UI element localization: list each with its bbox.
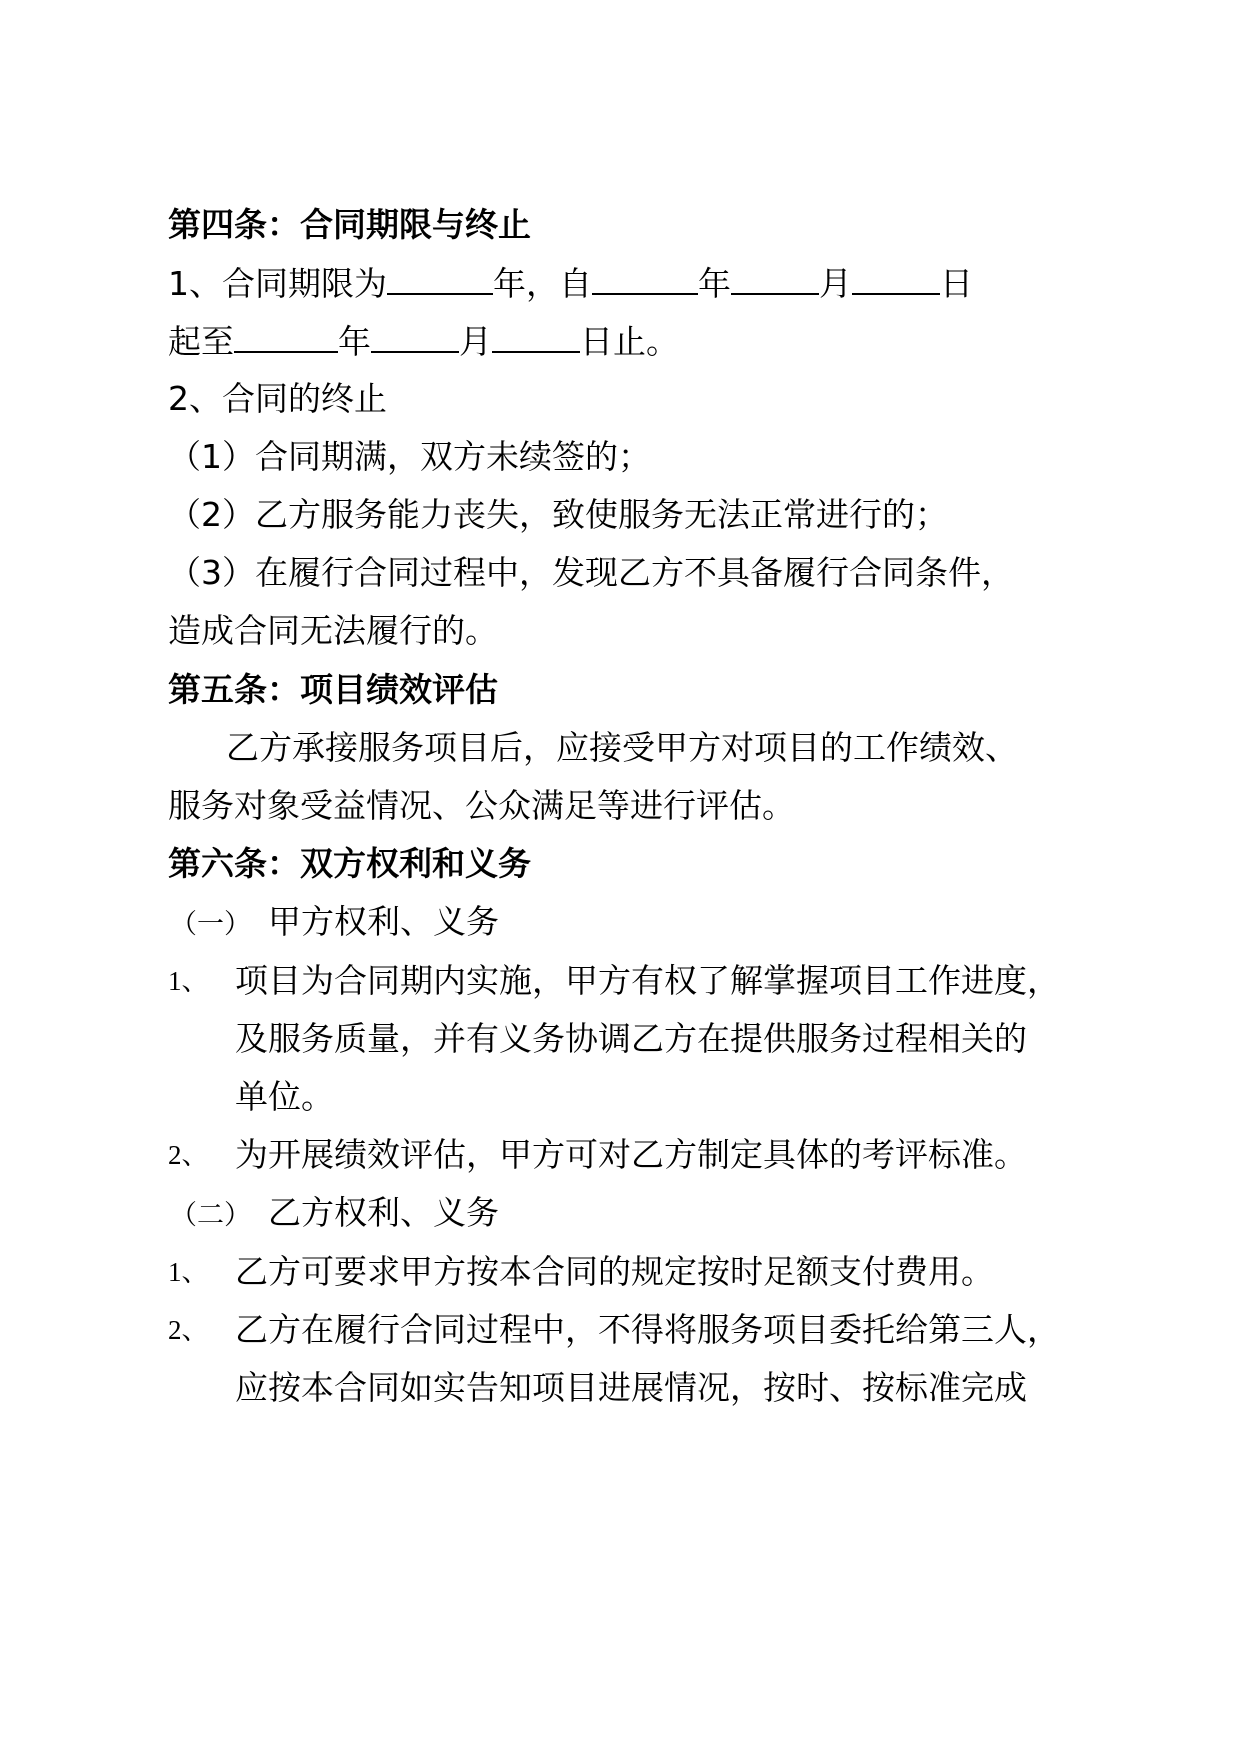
blank-end-month[interactable] xyxy=(371,321,459,353)
text: 月 xyxy=(819,264,852,303)
contract-term-line-2 xyxy=(168,321,679,362)
section-1-heading xyxy=(170,902,251,944)
text: 日 xyxy=(940,264,973,303)
section-1-item-1-line-1: 项目为合同期内实施，甲方有权了解掌握项目工作进度， xyxy=(235,961,1060,1000)
text: 年 xyxy=(698,264,731,303)
article-5-paragraph-line-2: 服务对象受益情况、公众满足等进行评估。 xyxy=(168,786,795,825)
text: 年 xyxy=(338,322,371,361)
section-2-item-2-number: 2、 xyxy=(168,1315,209,1345)
section-1-item-2-number: 2、 xyxy=(168,1140,209,1170)
blank-start-day[interactable] xyxy=(852,263,940,295)
section-1-marker: （一） xyxy=(170,909,251,939)
section-2-item-1-number: 1、 xyxy=(168,1257,209,1287)
termination-item-3-cont: 造成合同无法履行的。 xyxy=(168,611,498,650)
section-2-label: 乙方权利、义务 xyxy=(268,1193,499,1232)
section-2-marker: （二） xyxy=(170,1200,251,1230)
section-1-item-1-number: 1、 xyxy=(168,966,209,996)
article-5-heading: 第五条：项目绩效评估 xyxy=(168,670,498,709)
article-6-heading: 第六条：双方权利和义务 xyxy=(168,844,531,883)
blank-end-year[interactable] xyxy=(234,321,338,353)
section-1-item-1-line-2: 及服务质量，并有义务协调乙方在提供服务过程相关的 xyxy=(235,1019,1027,1058)
blank-term-years[interactable] xyxy=(387,263,493,295)
termination-item-3: （3）在履行合同过程中，发现乙方不具备履行合同条件， xyxy=(168,553,1014,592)
contract-term-line-1 xyxy=(168,263,973,304)
section-2-item-2-line-2: 应按本合同如实告知项目进展情况，按时、按标准完成 xyxy=(235,1368,1027,1407)
article-4-heading: 第四条：合同期限与终止 xyxy=(168,205,531,244)
text: 月 xyxy=(459,322,492,361)
section-2-heading xyxy=(170,1193,251,1235)
section-1-item-2-line-1: 为开展绩效评估，甲方可对乙方制定具体的考评标准。 xyxy=(235,1135,1027,1174)
section-2-item-2-line-1: 乙方在履行合同过程中，不得将服务项目委托给第三人， xyxy=(235,1310,1060,1349)
section-2-item-1-line-1: 乙方可要求甲方按本合同的规定按时足额支付费用。 xyxy=(235,1252,994,1291)
section-1-label: 甲方权利、义务 xyxy=(268,902,499,941)
text: 年，自 xyxy=(493,264,592,303)
blank-start-year[interactable] xyxy=(592,263,698,295)
text: 1、合同期限为 xyxy=(168,264,387,303)
section-1-item-1-line-3: 单位。 xyxy=(235,1077,334,1116)
termination-item-2: （2）乙方服务能力丧失，致使服务无法正常进行的； xyxy=(168,495,948,534)
termination-heading: 2、合同的终止 xyxy=(168,379,387,418)
termination-item-1: （1）合同期满，双方未续签的； xyxy=(168,437,651,476)
text: 日止。 xyxy=(580,322,679,361)
blank-end-day[interactable] xyxy=(492,321,580,353)
text: 起至 xyxy=(168,322,234,361)
article-5-paragraph-line-1: 乙方承接服务项目后，应接受甲方对项目的工作绩效、 xyxy=(226,728,1018,767)
blank-start-month[interactable] xyxy=(731,263,819,295)
